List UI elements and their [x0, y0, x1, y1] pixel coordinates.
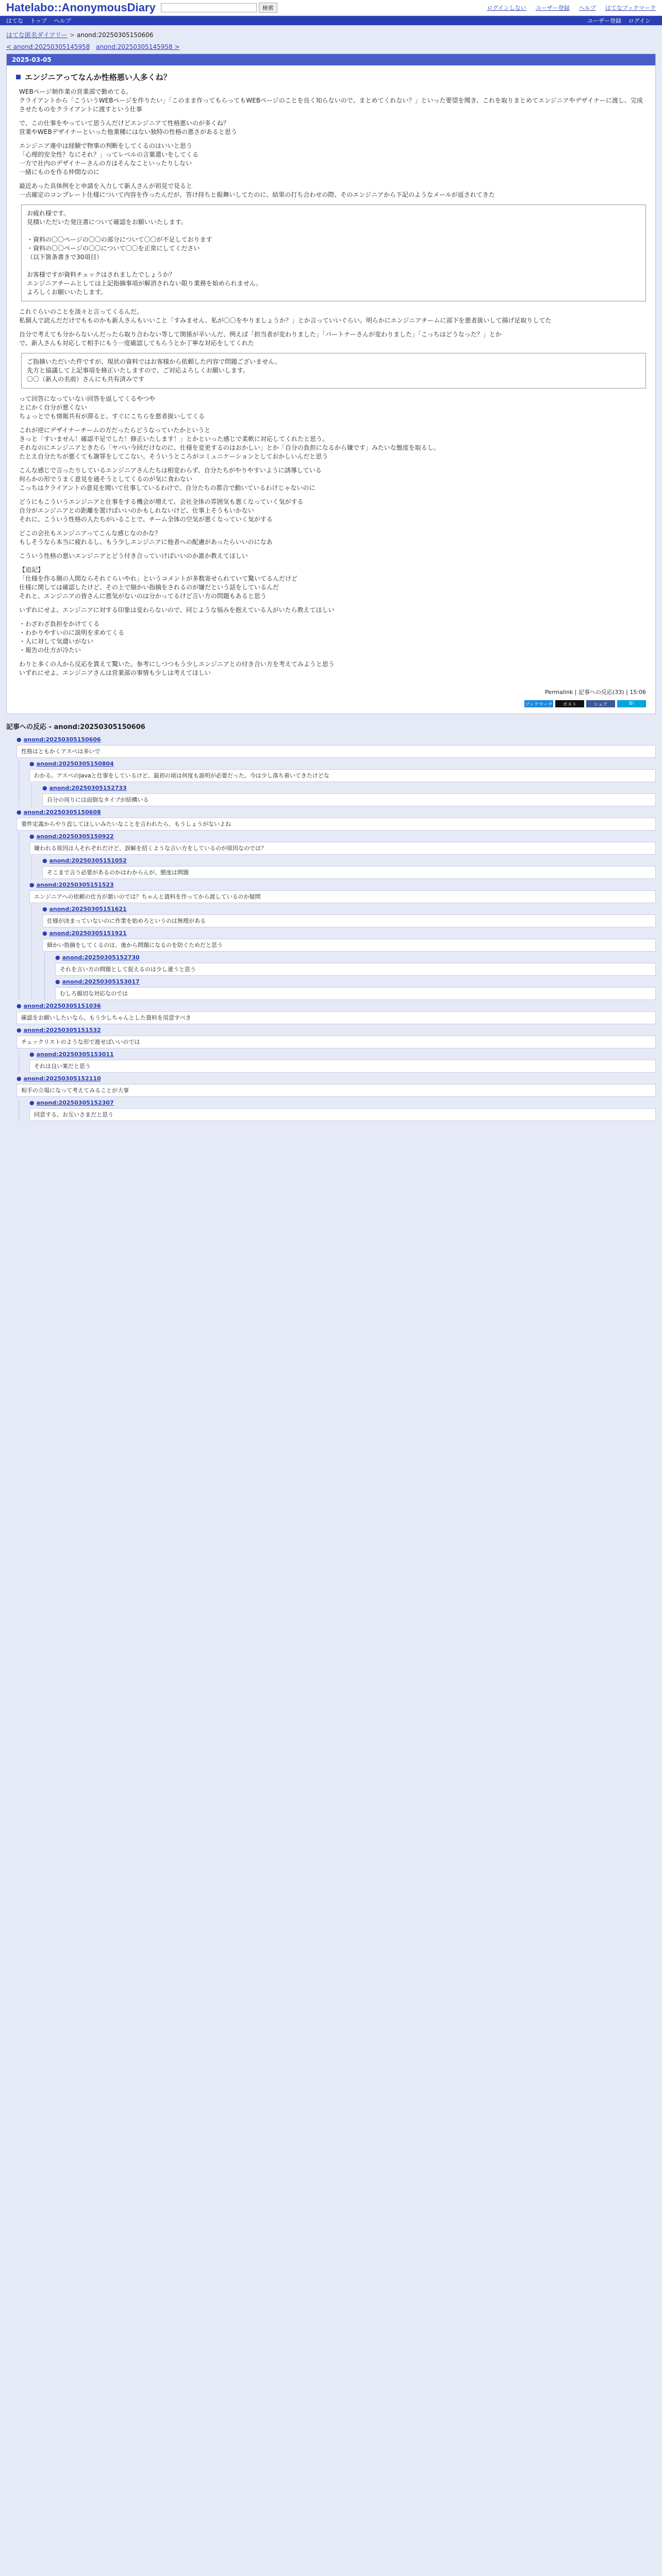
comment-meta — [16, 1075, 656, 1083]
bullet-icon: ● — [55, 978, 60, 985]
comment-meta — [16, 1026, 656, 1035]
comment — [8, 808, 656, 1000]
paragraph: いずれにせよ、エンジニアに対する印象は変わらないので、同じような悩みを抱えている人がいたら教えてほしい — [19, 606, 335, 614]
comment — [8, 1002, 656, 1024]
comment-meta — [16, 1002, 656, 1010]
paragraph: どこの会社もエンジニアってこんな感じなのかな？ もしそうなら本当に疲れるし、もう少しエンジニアに他者への配慮があったらいいのになあ — [19, 530, 273, 546]
paragraph: こんな感じで言ったりしているエンジニアさんたちは相変わらず、自分たちがやりやすいように誘導している 何らかの形でうまく意見を通そうとしてくるのが気に食わない こっちはクライアントの意見を聞いて仕事しているわけで、自分たちの都合で動いているわけじゃないのに — [19, 467, 322, 492]
prev-link[interactable]: < anond:20250305145958 — [6, 43, 90, 50]
article-body — [7, 88, 655, 688]
top-links — [487, 4, 656, 12]
comment-permalink[interactable]: anond:20250305152730 — [62, 954, 140, 961]
comment-meta — [29, 1050, 656, 1059]
bookmark-button[interactable]: ブックマーク — [524, 700, 553, 707]
comment — [8, 1075, 656, 1121]
share-buttons — [7, 700, 655, 714]
bullet-icon: ● — [42, 930, 47, 937]
comment-permalink[interactable]: anond:20250305152307 — [36, 1099, 114, 1106]
quote-box: ご指摘いただいた件ですが、現状の資料ではお客様から依頼した内容で問題ございません。 先方と協議して上記事項を修正いたしますので、ご対応よろしくお願いします。 〇〇（新人の名前）さんにも共有済みです — [21, 353, 646, 388]
comment-permalink[interactable]: anond:20250305150922 — [36, 833, 114, 840]
comment-tree — [0, 736, 662, 1121]
breadcrumb: はてな匿名ダイアリー > anond:20250305150606 — [6, 31, 154, 39]
paragraph: わりと多くの人から反応を貰えて驚いた。参考にしつつもう少しエンジニアとの付き合い方を考えてみようと思う いずれにせよ、エンジニアさんは営業部の事情も少しは考えてほしい — [19, 660, 335, 676]
comment-children — [31, 905, 656, 1000]
bullet-icon: ● — [16, 809, 22, 816]
comment-permalink[interactable]: anond:20250305152110 — [23, 1075, 101, 1082]
title-text: エンジニアってなんか性格悪い人多くね？ — [25, 73, 171, 82]
comment-text: 細かい指摘をしてくるのは、後から問題になるのを防ぐためだと思う — [42, 939, 656, 952]
comment-text: 同意する。お互いさまだと思う — [29, 1108, 656, 1121]
bullet-icon: ● — [29, 882, 35, 888]
paragraph: って回答になっていない回答を返してくるやつや とにかく自分が悪くない ちょっとでも情報共有が滞ると、すぐにこちらを悪者扱いしてくる — [19, 395, 205, 420]
top-link[interactable]: ログインしない — [487, 5, 526, 11]
bullet-icon: ● — [42, 785, 47, 791]
hatena-bookmark-button[interactable]: B! — [617, 700, 646, 707]
comment-text: チェックリストのような形で渡せばいいのでは — [16, 1036, 656, 1048]
comment-meta — [42, 905, 656, 913]
article-footer[interactable]: Permalink | 記事への反応(33) | 15:06 — [545, 689, 646, 696]
comment-permalink[interactable]: anond:20250305151532 — [23, 1027, 101, 1033]
bullet-icon: ● — [29, 760, 35, 767]
nav-bar — [0, 16, 662, 25]
bullet-icon: ● — [16, 1075, 22, 1082]
top-link[interactable]: ヘルプ — [578, 5, 596, 11]
paragraph: これぐらいのことを淡々と言ってくるんだ。 私個人で読んだだけでもものかも新人さんもいいこと「すみません、私が〇〇をやりましょうか？」とか言っていいぐらい。明らかにエンジニアチームに部下を悪者扱いして揚げ足取りしてた — [19, 308, 552, 324]
comment-text: 仕様が決まっていないのに作業を始めろというのは無理がある — [42, 914, 656, 927]
comment-permalink[interactable]: anond:20250305152733 — [49, 785, 127, 791]
comment-children — [31, 857, 656, 879]
bullet-icon: ● — [16, 736, 22, 743]
comment-permalink[interactable]: anond:20250305151052 — [49, 857, 127, 864]
comment — [21, 760, 656, 806]
responses-heading: 記事への反応 - anond:20250305150606 — [6, 723, 145, 731]
comment-permalink[interactable]: anond:20250305151921 — [49, 930, 127, 937]
comment-permalink[interactable]: anond:20250305151036 — [23, 1003, 101, 1009]
comment-meta — [29, 833, 656, 841]
nav-item[interactable]: ヘルプ — [54, 18, 71, 24]
breadcrumb-link[interactable]: はてな匿名ダイアリー — [6, 31, 68, 39]
paragraph: 【追記】 「仕様を作る側の人間ならそれぐらいやれ」というコメントが多数寄せられていて驚いてるんだけど 仕様に関しては確認したけど、その上で細かい指摘をされるのが嫌だという話をしているんだ それと、エンジニアの皆さんに悪気がないのは分かってるけど言い方の問題もあると思う — [19, 566, 298, 600]
article-title[interactable] — [16, 72, 646, 82]
comment — [34, 784, 656, 806]
paragraph: 自分で考えても分からないんだったら取り合わない等して関係が辛いんだ、例えば「担当者が変わりました」「パートナーさんが変わりました」「こっちはどうなった？」とか で、新人さんも対応して相手にもう一度確認してもらうとか丁寧な対応をしてくれた — [19, 331, 502, 347]
comment — [21, 833, 656, 879]
comment-meta — [16, 736, 656, 744]
comment-children — [44, 954, 656, 1000]
comment-text: それは良い案だと思う — [29, 1060, 656, 1073]
comment-permalink[interactable]: anond:20250305151621 — [49, 906, 127, 912]
comment-permalink[interactable]: anond:20250305153017 — [62, 978, 140, 985]
comment-text: むしろ親切な対応なのでは — [55, 987, 656, 1000]
nav-item[interactable]: はてな — [6, 18, 23, 24]
comment-text: それを言い方の問題として捉えるのは少し違うと思う — [55, 963, 656, 976]
comment — [8, 736, 656, 806]
bullet-icon: ● — [29, 1099, 35, 1106]
comment — [34, 905, 656, 927]
nav-item[interactable]: トップ — [30, 18, 47, 24]
nav-item[interactable]: ログイン — [628, 18, 651, 24]
square-icon — [16, 75, 21, 79]
comment-meta — [42, 929, 656, 938]
comment — [21, 881, 656, 1000]
comment-meta — [29, 760, 656, 768]
comment-text: 嫌われる原因は人それぞれだけど、誤解を招くような言い方をしているのが原因なのでは？ — [29, 842, 656, 855]
comment-permalink[interactable]: anond:20250305150608 — [23, 809, 101, 816]
comment-permalink[interactable]: anond:20250305151523 — [36, 882, 114, 888]
comment-children — [19, 760, 656, 806]
comment-text: 要件定義からやり直してほしいみたいなことを言われたら、もうしょうがないよね — [16, 818, 656, 831]
bullet-icon: ● — [55, 954, 60, 961]
comment-meta — [16, 808, 656, 817]
article — [6, 54, 656, 714]
share-button[interactable]: シェア — [586, 700, 615, 707]
comment-permalink[interactable]: anond:20250305150804 — [36, 760, 114, 767]
comment-children — [19, 833, 656, 1000]
bullet-icon: ● — [16, 1027, 22, 1033]
comment-text: 相手の立場になって考えてみることが大事 — [16, 1084, 656, 1097]
comment — [34, 929, 656, 1000]
paragraph: ・わざわざ負担をかけてくる ・わかりやすいのに説明を求めてくる ・人に対して気遣いがない ・報告の仕方が冷たい — [19, 620, 125, 654]
comment — [21, 1050, 656, 1073]
nav-item[interactable]: ユーザー登録 — [587, 18, 622, 24]
paragraph: WEBページ制作業の営業部で勤めてる。 クライアントから「こういうWEBページを作りたい」「このまま作ってもらってもWEBページのことを良く知らないので、まとめてくれない？」といった要望を聞き、これを取りまとめてエンジニアやデザイナーに渡し、完成させたものをクライアントに渡すという仕事 — [19, 88, 643, 113]
comment-text: 自分の周りには面倒なタイプが結構いる — [42, 793, 656, 806]
comment-children — [31, 784, 656, 806]
comment-meta — [29, 881, 656, 889]
comment — [21, 1099, 656, 1121]
comment-text: エンジニアへの依頼の仕方が悪いのでは？ちゃんと資料を作ってから渡しているのか疑問 — [29, 890, 656, 903]
comment-meta — [55, 954, 656, 962]
search-input[interactable] — [161, 3, 257, 12]
quote-box: お疲れ様です。 見積いただいた発注書について確認をお願いいたします。 ・資料の〇〇ページの〇〇の部分について〇〇が不足しております ・資料の〇〇ページの〇〇について〇〇を正常にしてください （以下箇条書きで30項目） お客様ですが資料チェックはされましたでしょうか？ エンジニアチームとしては上記指摘事項が解消されない限り業務を始められません。 よろしくお願いいたします。 — [21, 205, 646, 301]
comment-meta — [42, 784, 656, 792]
comment-meta — [55, 978, 656, 986]
paragraph: 最近あった具体例をと申請を入力して新人さんが初見で見ると 一点確定のコンプレート仕様について内容を作ったんだが、答け持ちと振舞いしてたのに、結果の打ち合わせの際、そのエンジニアから下記のようなメールが返されてきた — [19, 182, 495, 198]
next-link[interactable]: anond:20250305145958 > — [96, 43, 180, 50]
breadcrumb-current: anond:20250305150606 — [76, 31, 154, 39]
paragraph: どうにもこういうエンジニアと仕事をする機会が増えて、会社全体の雰囲気も悪くなっていく気がする 自分がエンジニアとの距離を置けばいいのかもしれないけど、仕事上そうもいかない それに、こういう性格の人たちがいることで、チーム全体の空気が悪くなっていく気がする — [19, 498, 304, 523]
comment-children — [19, 1050, 656, 1073]
top-bar — [0, 0, 662, 16]
top-link[interactable]: ユーザー登録 — [535, 5, 570, 11]
paragraph: こういう性格の悪いエンジニアとどう付き合っていけばいいのか誰か教えてほしい — [19, 552, 248, 560]
comment-children — [19, 1099, 656, 1121]
search-button[interactable]: 検索 — [259, 3, 277, 13]
post-button[interactable]: ポスト — [555, 700, 584, 707]
comment-meta — [29, 1099, 656, 1107]
article-nav — [0, 39, 662, 54]
comment-text: 性格はともかくアスペは多いで — [16, 745, 656, 758]
comment-permalink[interactable]: anond:20250305150606 — [23, 736, 101, 743]
comment — [47, 978, 656, 1000]
comment-text: わかる。アスペのJavaと仕事をしているけど、最初の頃は何度も説明が必要だった。今は少し落ち着いてきたけどな — [29, 769, 656, 782]
comment-meta — [42, 857, 656, 865]
bullet-icon: ● — [42, 906, 47, 912]
comment — [34, 857, 656, 879]
comment — [8, 1026, 656, 1073]
comment-permalink[interactable]: anond:20250305153011 — [36, 1051, 114, 1058]
comment-text: 確認をお願いしたいなら、もう少しちゃんとした資料を用意すべき — [16, 1011, 656, 1024]
article-date: 2025-03-05 — [7, 54, 655, 65]
bullet-icon: ● — [42, 857, 47, 864]
comment-text: そこまで言う必要があるのかはわからんが、態度は問題 — [42, 866, 656, 879]
paragraph: エンジニア連中は経験で物事の判断をしてくるのはいいと思う 「心理的安全性？なにそれ？」ってレベルの言葉遣いをしてくる 一方で社内のデザイナーさんの方はそんなこといったりしない 一緒にものを作る仲間なのに — [19, 142, 199, 176]
bullet-icon: ● — [29, 1051, 35, 1058]
bullet-icon: ● — [16, 1003, 22, 1009]
bullet-icon: ● — [29, 833, 35, 840]
site-logo[interactable]: Hatelabo::AnonymousDiary — [6, 1, 156, 14]
comment — [47, 954, 656, 976]
top-link[interactable]: はてなブックマーク — [605, 5, 656, 11]
paragraph: で、この仕事をやっていて思うんだけどエンジニアて性格悪いのが多くね？ 営業やWEBデザイナーといった他業種にはない独特の性格の悪さがあると思う — [19, 120, 237, 135]
paragraph: これが逆にデザイナーチームの方だったらどうなっていたかというと きっと「すいません！確認不足でした！修正いたします！」とかといった感じで柔軟に対応してくれたと思う。 それなのにエンジニアときたら「ヤバい今回だけなのに、仕様を変更するのはおかしい」とか「自分の負担になるから嫌です」みたいな態度を取るし、 たとえ自分たちが悪くても謝罪をしてこない。そういうところがコミュニケーションとしておかしいんだと思う — [19, 427, 440, 460]
